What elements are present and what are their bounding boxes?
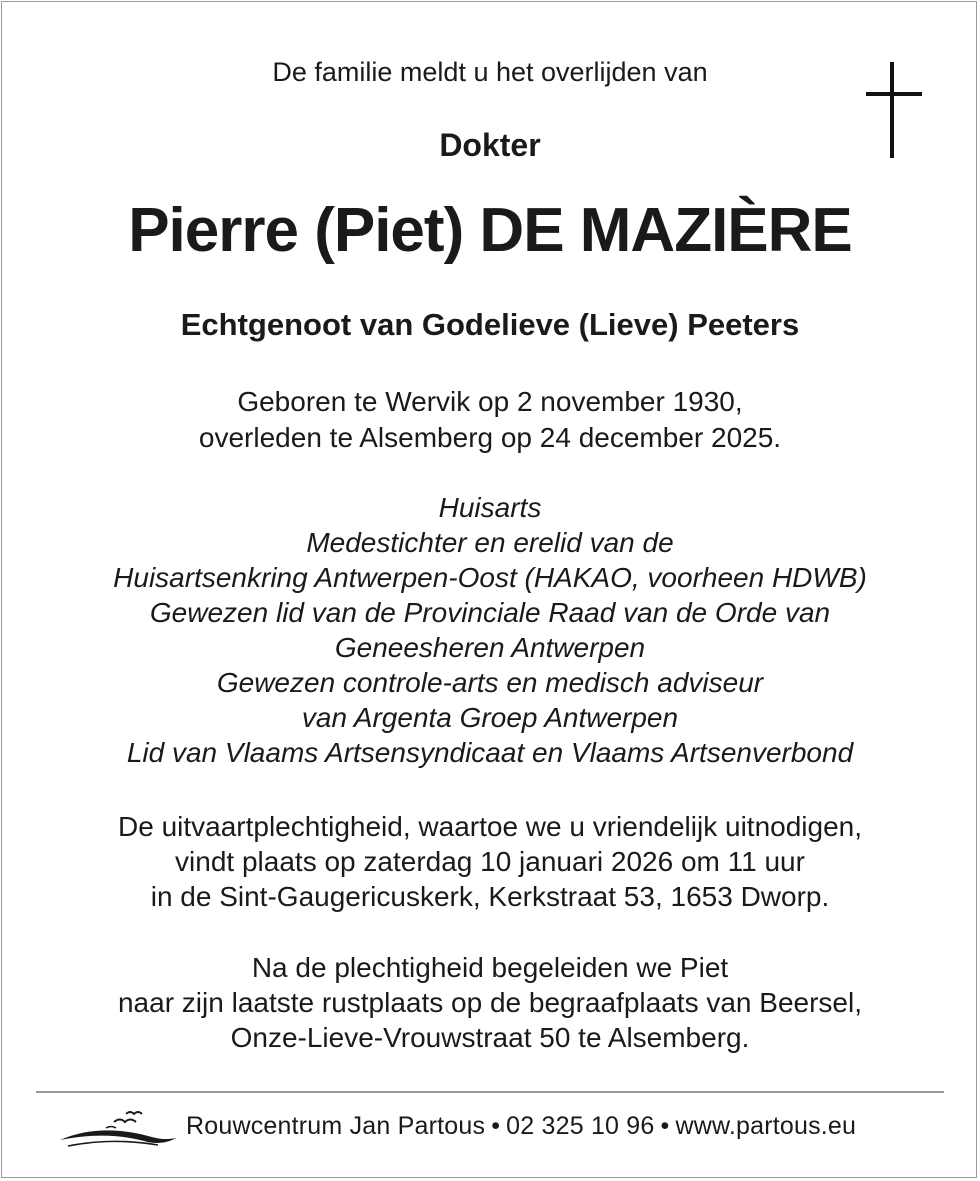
title-text: Dokter: [439, 127, 541, 163]
company-name: Rouwcentrum Jan Partous: [186, 1112, 486, 1140]
role-line: Gewezen controle-arts en medisch adviseur: [216, 667, 764, 698]
birth-death-block: [0, 384, 980, 456]
role-line: Lid van Vlaams Artsensyndicaat en Vlaams Artsenverbond: [126, 737, 854, 768]
footer-contact: [186, 1109, 926, 1143]
role-line: van Argenta Groep Antwerpen: [301, 702, 679, 733]
birds-wave-logo: [58, 1104, 178, 1150]
funeral-line: in de Sint-Gaugericuskerk, Kerkstraat 53, 1653 Dworp.: [150, 881, 830, 912]
deceased-name: Pierre (Piet) DE MAZIÈRE: [128, 196, 852, 265]
roles-block: [0, 490, 980, 770]
death-line: overleden te Alsemberg op 24 december 2025.: [198, 422, 782, 453]
funeral-block: [0, 809, 980, 914]
separator-dot: •: [491, 1112, 501, 1140]
separator-dot: •: [660, 1112, 670, 1140]
burial-line: Onze-Lieve-Vrouwstraat 50 te Alsemberg.: [230, 1022, 750, 1053]
burial-line: naar zijn laatste rustplaats op de begraafplaats van Beersel,: [117, 987, 862, 1018]
birth-line: Geboren te Wervik op 2 november 1930,: [237, 386, 743, 417]
role-line: Huisartsenkring Antwerpen-Oost (HAKAO, voorheen HDWB): [113, 562, 867, 593]
role-line: Medestichter en erelid van de: [306, 527, 674, 558]
footer-divider: [36, 1091, 944, 1093]
intro-text: De familie meldt u het overlijden van: [272, 57, 708, 87]
website-link[interactable]: www.partous.eu: [675, 1112, 857, 1140]
spouse-text: Echtgenoot van Godelieve (Lieve) Peeters: [180, 307, 800, 342]
funeral-line: De uitvaartplechtigheid, waartoe we u vriendelijk uitnodigen,: [118, 811, 862, 842]
role-line: Geneesheren Antwerpen: [334, 632, 646, 663]
burial-line: Na de plechtigheid begeleiden we Piet: [251, 952, 729, 983]
role-line: Gewezen lid van de Provinciale Raad van de Orde van: [149, 597, 831, 628]
funeral-line: vindt plaats op zaterdag 10 januari 2026 om 11 uur: [175, 846, 805, 877]
phone-number[interactable]: 02 325 10 96: [506, 1112, 655, 1140]
burial-block: [0, 950, 980, 1055]
role-line: Huisarts: [438, 492, 542, 523]
